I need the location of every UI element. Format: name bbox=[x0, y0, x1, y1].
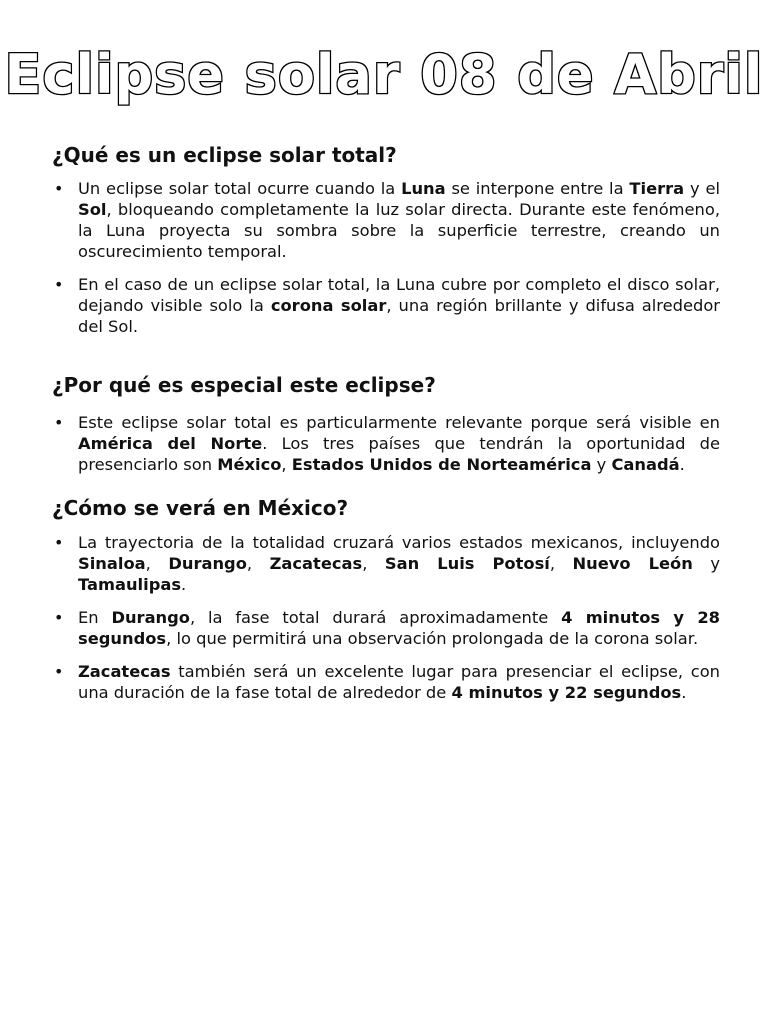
body-text: Un eclipse solar total ocurre cuando la bbox=[78, 179, 402, 198]
emphasized-text: Tierra bbox=[629, 179, 685, 198]
section-heading-mexico: ¿Cómo se verá en México? bbox=[52, 496, 349, 520]
body-text: y bbox=[591, 455, 612, 474]
body-text: . Los tres países que tendrán la oportunidad de presenciarlo son bbox=[78, 434, 720, 474]
emphasized-text: 4 minutos y 28 segundos bbox=[78, 608, 720, 648]
emphasized-text: México bbox=[217, 455, 282, 474]
emphasized-text: Luna bbox=[401, 179, 446, 198]
body-text: , bloqueando completamente la luz solar directa. Durante este fenómeno, la Luna proyecta su sombra sobre la superficie terrestre, creando un oscurecimiento temporal. bbox=[78, 200, 720, 261]
bullet-icon: • bbox=[54, 662, 64, 681]
body-text: y el bbox=[684, 179, 720, 198]
list-item bbox=[52, 661, 720, 703]
body-text: , una región brillante y difusa alrededor del Sol. bbox=[78, 296, 721, 336]
bullet-icon: • bbox=[54, 179, 64, 198]
body-text: En el caso de un eclipse solar total, la Luna cubre por completo el disco solar, dejando visible solo la bbox=[78, 275, 720, 315]
emphasized-text: Tamaulipas bbox=[78, 575, 182, 594]
list-item bbox=[52, 274, 720, 337]
emphasized-text: 4 minutos y 22 segundos bbox=[451, 683, 682, 702]
section-list-what-is bbox=[52, 178, 720, 349]
body-text: , bbox=[145, 554, 169, 573]
body-text: , bbox=[281, 455, 292, 474]
body-text: , bbox=[549, 554, 573, 573]
emphasized-text: Zacatecas bbox=[269, 554, 363, 573]
body-text: también será un excelente lugar para presenciar el eclipse, con una duración de la fase total de alrededor de bbox=[78, 662, 720, 702]
body-text: , bbox=[362, 554, 385, 573]
body-text: En bbox=[78, 608, 112, 627]
bullet-icon: • bbox=[54, 533, 64, 552]
body-text: y bbox=[692, 554, 720, 573]
emphasized-text: Estados Unidos de Norteamérica bbox=[291, 455, 592, 474]
bullet-icon: • bbox=[54, 275, 64, 294]
emphasized-text: Durango bbox=[168, 554, 247, 573]
body-text: se interpone entre la bbox=[445, 179, 630, 198]
body-text: , lo que permitirá una observación prolongada de la corona solar. bbox=[166, 629, 699, 648]
bullet-icon: • bbox=[54, 608, 64, 627]
emphasized-text: Durango bbox=[111, 608, 190, 627]
emphasized-text: San Luis Potosí bbox=[384, 554, 550, 573]
emphasized-text: Nuevo León bbox=[572, 554, 693, 573]
body-text: . bbox=[679, 455, 685, 474]
body-text: , bbox=[246, 554, 270, 573]
section-list-mexico bbox=[52, 532, 720, 715]
body-text: La trayectoria de la totalidad cruzará varios estados mexicanos, incluyendo bbox=[78, 533, 720, 552]
list-item bbox=[52, 412, 720, 475]
emphasized-text: Zacatecas bbox=[78, 662, 171, 681]
emphasized-text: corona solar bbox=[270, 296, 387, 315]
body-text: . bbox=[681, 683, 687, 702]
emphasized-text: América del Norte bbox=[78, 434, 263, 453]
body-text: , la fase total durará aproximadamente bbox=[190, 608, 562, 627]
emphasized-text: Canadá bbox=[611, 455, 680, 474]
list-item bbox=[52, 178, 720, 262]
bullet-icon: • bbox=[54, 413, 64, 432]
section-list-why-special bbox=[52, 412, 720, 487]
section-heading-why-special: ¿Por qué es especial este eclipse? bbox=[52, 373, 436, 397]
section-heading-what-is: ¿Qué es un eclipse solar total? bbox=[52, 143, 397, 167]
body-text: Este eclipse solar total es particularmente relevante porque será visible en bbox=[78, 413, 720, 432]
page-title: Eclipse solar 08 de Abril bbox=[4, 43, 764, 106]
body-text: . bbox=[181, 575, 187, 594]
list-item bbox=[52, 532, 720, 595]
emphasized-text: Sinaloa bbox=[78, 554, 146, 573]
list-item bbox=[52, 607, 720, 649]
emphasized-text: Sol bbox=[78, 200, 107, 219]
